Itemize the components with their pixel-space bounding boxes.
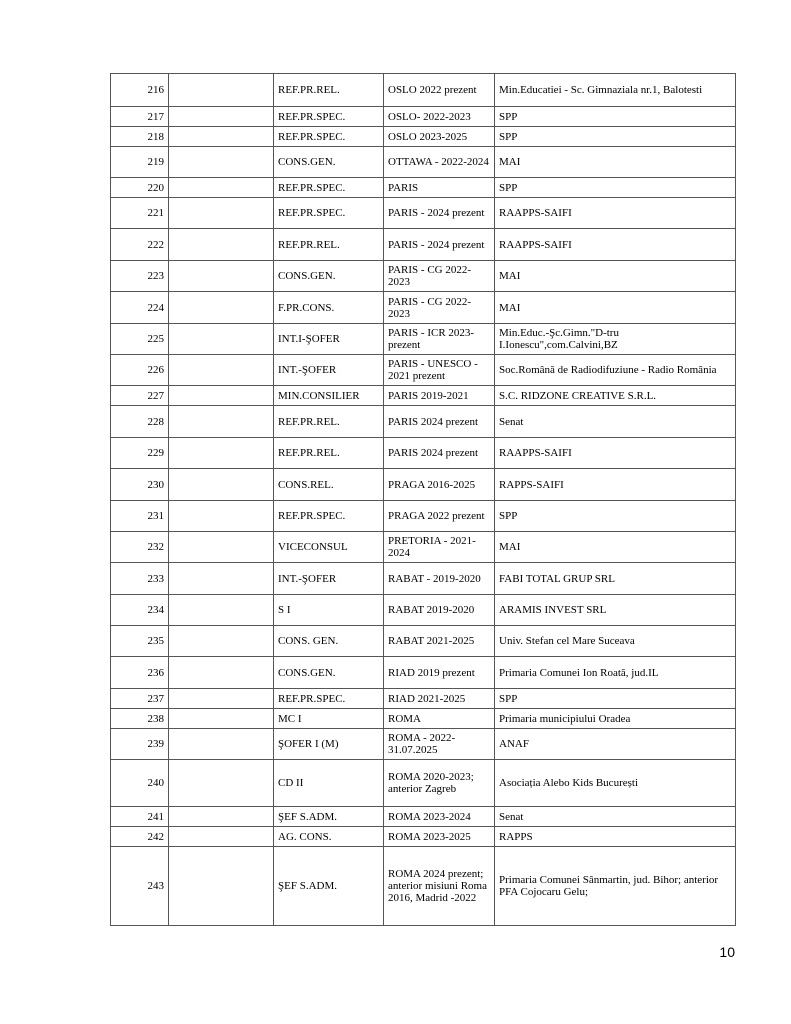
row-number: 218 <box>111 127 169 147</box>
row-number: 221 <box>111 198 169 229</box>
row-number: 225 <box>111 324 169 355</box>
row-number: 220 <box>111 178 169 198</box>
employer-cell: Asociația Alebo Kids București <box>495 760 736 807</box>
name-cell <box>169 807 274 827</box>
employer-cell: RAAPPS-SAIFI <box>495 229 736 261</box>
table-row <box>111 406 736 438</box>
name-cell <box>169 532 274 563</box>
name-cell <box>169 438 274 469</box>
function-cell: CONS.GEN. <box>274 261 384 292</box>
posting-cell: ROMA 2024 prezent; anterior misiuni Roma 2016, Madrid -2022 <box>384 847 495 926</box>
name-cell <box>169 709 274 729</box>
employer-cell: ARAMIS INVEST SRL <box>495 595 736 626</box>
table-row <box>111 657 736 689</box>
function-cell: REF.PR.REL. <box>274 229 384 261</box>
row-number: 224 <box>111 292 169 324</box>
posting-cell: RIAD 2019 prezent <box>384 657 495 689</box>
name-cell <box>169 760 274 807</box>
table-row <box>111 827 736 847</box>
name-cell <box>169 324 274 355</box>
employer-cell: FABI TOTAL GRUP SRL <box>495 563 736 595</box>
row-number: 230 <box>111 469 169 501</box>
row-number: 241 <box>111 807 169 827</box>
name-cell <box>169 729 274 760</box>
employer-cell: RAAPPS-SAIFI <box>495 438 736 469</box>
function-cell: MC I <box>274 709 384 729</box>
posting-cell: PRAGA 2016-2025 <box>384 469 495 501</box>
table-row <box>111 355 736 386</box>
function-cell: VICECONSUL <box>274 532 384 563</box>
function-cell: REF.PR.SPEC. <box>274 689 384 709</box>
row-number: 239 <box>111 729 169 760</box>
name-cell <box>169 229 274 261</box>
row-number: 232 <box>111 532 169 563</box>
employer-cell: MAI <box>495 532 736 563</box>
row-number: 233 <box>111 563 169 595</box>
table-row <box>111 626 736 657</box>
employer-cell: SPP <box>495 501 736 532</box>
row-number: 219 <box>111 147 169 178</box>
table-row <box>111 107 736 127</box>
posting-cell: ROMA 2023-2024 <box>384 807 495 827</box>
posting-cell: RIAD 2021-2025 <box>384 689 495 709</box>
row-number: 238 <box>111 709 169 729</box>
employer-cell: Senat <box>495 807 736 827</box>
function-cell: INT.I-ŞOFER <box>274 324 384 355</box>
name-cell <box>169 626 274 657</box>
function-cell: CONS. GEN. <box>274 626 384 657</box>
personnel-table <box>110 73 736 926</box>
function-cell: F.PR.CONS. <box>274 292 384 324</box>
employer-cell: RAPPS-SAIFI <box>495 469 736 501</box>
row-number: 227 <box>111 386 169 406</box>
function-cell: S I <box>274 595 384 626</box>
name-cell <box>169 657 274 689</box>
row-number: 240 <box>111 760 169 807</box>
table-row <box>111 563 736 595</box>
employer-cell: ANAF <box>495 729 736 760</box>
posting-cell: ROMA 2020-2023; anterior Zagreb <box>384 760 495 807</box>
table-row <box>111 709 736 729</box>
name-cell <box>169 469 274 501</box>
name-cell <box>169 595 274 626</box>
name-cell <box>169 501 274 532</box>
name-cell <box>169 563 274 595</box>
table-row <box>111 386 736 406</box>
table-row <box>111 760 736 807</box>
posting-cell: PARIS 2024 prezent <box>384 406 495 438</box>
function-cell: CONS.GEN. <box>274 147 384 178</box>
row-number: 234 <box>111 595 169 626</box>
function-cell: CONS.REL. <box>274 469 384 501</box>
table-row <box>111 324 736 355</box>
posting-cell: RABAT 2019-2020 <box>384 595 495 626</box>
table-row <box>111 127 736 147</box>
posting-cell: PARIS - CG 2022-2023 <box>384 292 495 324</box>
table-row <box>111 729 736 760</box>
function-cell: ŞEF S.ADM. <box>274 807 384 827</box>
posting-cell: OSLO 2023-2025 <box>384 127 495 147</box>
function-cell: REF.PR.SPEC. <box>274 127 384 147</box>
function-cell: CD II <box>274 760 384 807</box>
name-cell <box>169 386 274 406</box>
table-row <box>111 469 736 501</box>
name-cell <box>169 689 274 709</box>
table-row <box>111 807 736 827</box>
posting-cell: PRAGA 2022 prezent <box>384 501 495 532</box>
posting-cell: RABAT 2021-2025 <box>384 626 495 657</box>
function-cell: REF.PR.SPEC. <box>274 107 384 127</box>
function-cell: ŞOFER I (M) <box>274 729 384 760</box>
row-number: 237 <box>111 689 169 709</box>
row-number: 231 <box>111 501 169 532</box>
employer-cell: Primaria municipiului Oradea <box>495 709 736 729</box>
name-cell <box>169 147 274 178</box>
posting-cell: PRETORIA - 2021-2024 <box>384 532 495 563</box>
row-number: 226 <box>111 355 169 386</box>
row-number: 229 <box>111 438 169 469</box>
posting-cell: PARIS - 2024 prezent <box>384 229 495 261</box>
row-number: 217 <box>111 107 169 127</box>
name-cell <box>169 292 274 324</box>
name-cell <box>169 827 274 847</box>
row-number: 242 <box>111 827 169 847</box>
table-row <box>111 532 736 563</box>
table-row <box>111 292 736 324</box>
function-cell: MIN.CONSILIER <box>274 386 384 406</box>
employer-cell: SPP <box>495 107 736 127</box>
employer-cell: RAPPS <box>495 827 736 847</box>
employer-cell: Min.Educatiei - Sc. Gimnaziala nr.1, Balotesti <box>495 74 736 107</box>
posting-cell: RABAT - 2019-2020 <box>384 563 495 595</box>
posting-cell: PARIS 2019-2021 <box>384 386 495 406</box>
table-row <box>111 147 736 178</box>
name-cell <box>169 74 274 107</box>
name-cell <box>169 178 274 198</box>
function-cell: REF.PR.REL. <box>274 406 384 438</box>
employer-cell: SPP <box>495 127 736 147</box>
row-number: 243 <box>111 847 169 926</box>
row-number: 216 <box>111 74 169 107</box>
row-number: 223 <box>111 261 169 292</box>
name-cell <box>169 847 274 926</box>
table-row <box>111 198 736 229</box>
posting-cell: PARIS - ICR 2023-prezent <box>384 324 495 355</box>
employer-cell: MAI <box>495 147 736 178</box>
name-cell <box>169 355 274 386</box>
name-cell <box>169 198 274 229</box>
table-row <box>111 847 736 926</box>
employer-cell: SPP <box>495 178 736 198</box>
employer-cell: Univ. Stefan cel Mare Suceava <box>495 626 736 657</box>
function-cell: REF.PR.SPEC. <box>274 501 384 532</box>
employer-cell: Primaria Comunei Ion Roată, jud.IL <box>495 657 736 689</box>
table-row <box>111 501 736 532</box>
posting-cell: OTTAWA - 2022-2024 <box>384 147 495 178</box>
row-number: 222 <box>111 229 169 261</box>
employer-cell: RAAPPS-SAIFI <box>495 198 736 229</box>
table-row <box>111 595 736 626</box>
function-cell: ŞEF S.ADM. <box>274 847 384 926</box>
posting-cell: OSLO- 2022-2023 <box>384 107 495 127</box>
posting-cell: ROMA <box>384 709 495 729</box>
posting-cell: PARIS - UNESCO - 2021 prezent <box>384 355 495 386</box>
row-number: 228 <box>111 406 169 438</box>
function-cell: CONS.GEN. <box>274 657 384 689</box>
employer-cell: Soc.Română de Radiodifuziune - Radio România <box>495 355 736 386</box>
function-cell: INT.-ŞOFER <box>274 563 384 595</box>
employer-cell: MAI <box>495 261 736 292</box>
posting-cell: PARIS - 2024 prezent <box>384 198 495 229</box>
name-cell <box>169 261 274 292</box>
table-row <box>111 178 736 198</box>
page-number: 10 <box>719 944 735 960</box>
table-body <box>111 74 736 926</box>
name-cell <box>169 406 274 438</box>
employer-cell: Senat <box>495 406 736 438</box>
posting-cell: PARIS <box>384 178 495 198</box>
posting-cell: ROMA - 2022-31.07.2025 <box>384 729 495 760</box>
employer-cell: Primaria Comunei Sânmartin, jud. Bihor; anterior PFA Cojocaru Gelu; <box>495 847 736 926</box>
table-row <box>111 74 736 107</box>
employer-cell: Min.Educ.-Şc.Gimn."D-tru I.Ionescu",com.Calvini,BZ <box>495 324 736 355</box>
function-cell: AG. CONS. <box>274 827 384 847</box>
function-cell: REF.PR.REL. <box>274 438 384 469</box>
posting-cell: OSLO 2022 prezent <box>384 74 495 107</box>
table-row <box>111 438 736 469</box>
table-row <box>111 261 736 292</box>
table-row <box>111 689 736 709</box>
posting-cell: PARIS 2024 prezent <box>384 438 495 469</box>
posting-cell: ROMA 2023-2025 <box>384 827 495 847</box>
function-cell: INT.-ŞOFER <box>274 355 384 386</box>
posting-cell: PARIS - CG 2022-2023 <box>384 261 495 292</box>
name-cell <box>169 127 274 147</box>
function-cell: REF.PR.REL. <box>274 74 384 107</box>
function-cell: REF.PR.SPEC. <box>274 198 384 229</box>
function-cell: REF.PR.SPEC. <box>274 178 384 198</box>
table-row <box>111 229 736 261</box>
employer-cell: MAI <box>495 292 736 324</box>
row-number: 236 <box>111 657 169 689</box>
row-number: 235 <box>111 626 169 657</box>
employer-cell: SPP <box>495 689 736 709</box>
name-cell <box>169 107 274 127</box>
employer-cell: S.C. RIDZONE CREATIVE S.R.L. <box>495 386 736 406</box>
